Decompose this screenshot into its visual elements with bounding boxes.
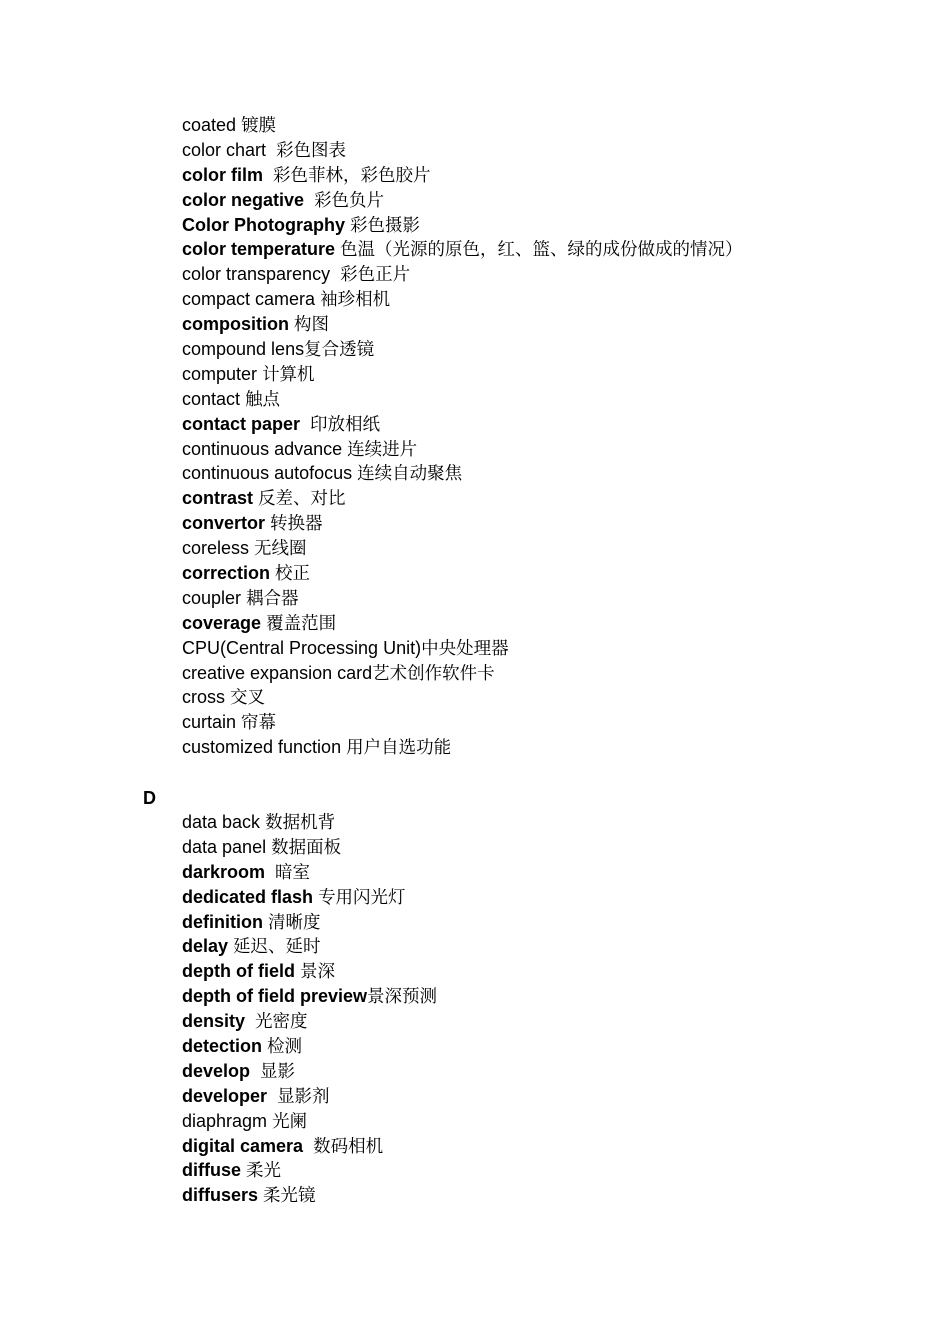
entry-term: correction <box>182 563 271 584</box>
entry-translation: 柔光 <box>246 1161 282 1182</box>
entry-translation: 彩色菲林，彩色胶片 <box>273 165 431 186</box>
entry-translation: 清晰度 <box>268 912 321 933</box>
entry-term: diffuse <box>182 1160 242 1181</box>
glossary-section-c <box>182 113 743 760</box>
glossary-entry <box>182 1034 437 1059</box>
entry-term: digital camera <box>182 1135 304 1156</box>
entry-translation: 计算机 <box>262 364 315 385</box>
glossary-entry <box>182 1158 437 1183</box>
entry-translation: 景深预测 <box>367 987 438 1008</box>
entry-translation: 袖珍相机 <box>320 290 391 311</box>
entry-translation: 显影 <box>260 1061 296 1082</box>
entry-separator <box>250 1061 260 1081</box>
entry-term: creative expansion card <box>182 662 373 683</box>
entry-term: develop <box>182 1060 251 1081</box>
entry-translation: 覆盖范围 <box>266 613 337 634</box>
entry-translation: 耦合器 <box>246 588 299 609</box>
entry-translation: 中央处理器 <box>421 638 509 659</box>
entry-term: cross <box>182 687 226 708</box>
entry-term: curtain <box>182 712 237 733</box>
entry-term: diaphragm <box>182 1110 268 1131</box>
entry-translation: 校正 <box>275 564 311 585</box>
glossary-entry <box>182 188 743 213</box>
entry-translation: 彩色图表 <box>276 140 347 161</box>
entry-translation: 柔光镜 <box>263 1186 316 1207</box>
entry-translation: 彩色摄影 <box>350 215 421 236</box>
glossary-entry <box>182 910 437 935</box>
entry-term: continuous autofocus <box>182 463 353 484</box>
glossary-entry <box>182 1009 437 1034</box>
glossary-entry <box>182 511 743 536</box>
entry-term: darkroom <box>182 861 266 882</box>
glossary-entry <box>182 636 743 661</box>
entry-translation: 彩色负片 <box>314 190 385 211</box>
entry-translation: 复合透镜 <box>304 340 375 361</box>
entry-term: delay <box>182 936 229 957</box>
section-heading-d: D <box>143 788 156 808</box>
entry-separator <box>263 165 273 185</box>
entry-term: continuous advance <box>182 438 343 459</box>
glossary-entry <box>182 1134 437 1159</box>
glossary-entry <box>182 1059 437 1084</box>
entry-translation: 构图 <box>294 315 330 336</box>
glossary-entry <box>182 561 743 586</box>
glossary-entry <box>182 461 743 486</box>
glossary-entry <box>182 1084 437 1109</box>
entry-separator <box>266 140 276 160</box>
glossary-entry <box>182 138 743 163</box>
entry-translation: 镀膜 <box>241 116 277 136</box>
glossary-entry <box>182 810 437 835</box>
entry-term: detection <box>182 1036 263 1057</box>
entry-translation: 转换器 <box>270 514 323 535</box>
entry-separator <box>303 1136 313 1156</box>
entry-translation: 无线圈 <box>254 539 307 560</box>
glossary-entry <box>182 885 437 910</box>
entry-term: contact paper <box>182 413 301 434</box>
entry-term: color chart <box>182 139 267 160</box>
entry-translation: 反差、对比 <box>258 489 346 510</box>
entry-translation: 显影剂 <box>277 1086 330 1107</box>
glossary-entry <box>182 213 743 238</box>
glossary-entry <box>182 984 437 1009</box>
glossary-entry <box>182 611 743 636</box>
glossary-entry <box>182 237 743 262</box>
entry-separator <box>265 862 275 882</box>
entry-term: composition <box>182 314 289 335</box>
entry-term: definition <box>182 911 263 932</box>
entry-translation: 彩色正片 <box>340 265 411 286</box>
entry-separator <box>267 1086 277 1106</box>
entry-translation: 景深 <box>300 962 335 983</box>
entry-term: data back <box>182 812 261 832</box>
entry-separator <box>300 414 310 434</box>
entry-term: contrast <box>182 488 254 509</box>
entry-translation: 帘幕 <box>241 713 277 734</box>
glossary-entry <box>182 412 743 437</box>
glossary-entry <box>182 661 743 686</box>
entry-translation: 光密度 <box>255 1012 308 1033</box>
glossary-entry <box>182 586 743 611</box>
glossary-entry <box>182 287 743 312</box>
glossary-entry <box>182 710 743 735</box>
entry-term: color negative <box>182 189 305 210</box>
entry-translation: 交叉 <box>230 688 266 709</box>
entry-translation: 色温（光源的原色，红、篮、绿的成份做成的情况） <box>340 240 743 261</box>
entry-translation: 连续进片 <box>347 439 418 460</box>
entry-translation: 数据面板 <box>271 837 342 858</box>
entry-term: color film <box>182 164 264 185</box>
glossary-entry <box>182 362 743 387</box>
entry-term: depth of field <box>182 961 295 982</box>
entry-term: Color Photography <box>182 214 345 235</box>
entry-translation: 暗室 <box>275 862 311 883</box>
entry-separator <box>330 264 340 284</box>
glossary-entry <box>182 536 743 561</box>
glossary-entry <box>182 685 743 710</box>
entry-term: dedicated flash <box>182 886 314 907</box>
entry-term: color transparency <box>182 264 331 285</box>
glossary-entry <box>182 437 743 462</box>
glossary-entry <box>182 1109 437 1134</box>
glossary-entry <box>182 486 743 511</box>
glossary-entry <box>182 934 437 959</box>
entry-translation: 延迟、延时 <box>233 937 321 958</box>
glossary-entry <box>182 1183 437 1208</box>
entry-term: coated <box>182 115 237 135</box>
entry-term: computer <box>182 363 258 384</box>
entry-term: CPU(Central Processing Unit) <box>182 637 422 658</box>
entry-term: compound lens <box>182 339 305 360</box>
entry-separator <box>245 1011 255 1031</box>
glossary-entry <box>182 337 743 362</box>
entry-term: coreless <box>182 538 250 559</box>
entry-translation: 艺术创作软件卡 <box>372 663 495 684</box>
glossary-entry <box>182 860 437 885</box>
glossary-section-d <box>182 810 437 1208</box>
entry-translation: 用户自选功能 <box>346 738 452 759</box>
entry-term: color temperature <box>182 239 336 260</box>
entry-term: developer <box>182 1085 268 1106</box>
entry-translation: 检测 <box>267 1037 303 1058</box>
entry-translation: 印放相纸 <box>310 414 381 435</box>
glossary-entry <box>182 835 437 860</box>
entry-term: depth of field preview <box>182 986 368 1007</box>
glossary-entry <box>182 959 437 984</box>
entry-term: customized function <box>182 737 342 758</box>
entry-term: diffusers <box>182 1185 259 1206</box>
entry-term: contact <box>182 388 241 409</box>
entry-term: data panel <box>182 836 267 857</box>
entry-translation: 数据机背 <box>265 813 336 833</box>
glossary-entry <box>182 163 743 188</box>
entry-term: compact camera <box>182 289 316 310</box>
glossary-entry <box>182 113 743 138</box>
glossary-entry <box>182 262 743 287</box>
glossary-entry <box>182 735 743 760</box>
glossary-entry <box>182 387 743 412</box>
entry-translation: 触点 <box>245 389 281 410</box>
entry-translation: 光阑 <box>272 1111 308 1132</box>
entry-term: density <box>182 1011 246 1032</box>
entry-term: convertor <box>182 513 266 534</box>
entry-translation: 数码相机 <box>313 1136 384 1157</box>
entry-term: coverage <box>182 612 262 633</box>
glossary-entry <box>182 312 743 337</box>
entry-translation: 连续自动聚焦 <box>357 464 463 485</box>
entry-term: coupler <box>182 587 242 608</box>
entry-separator <box>304 190 314 210</box>
entry-translation: 专用闪光灯 <box>318 887 406 908</box>
